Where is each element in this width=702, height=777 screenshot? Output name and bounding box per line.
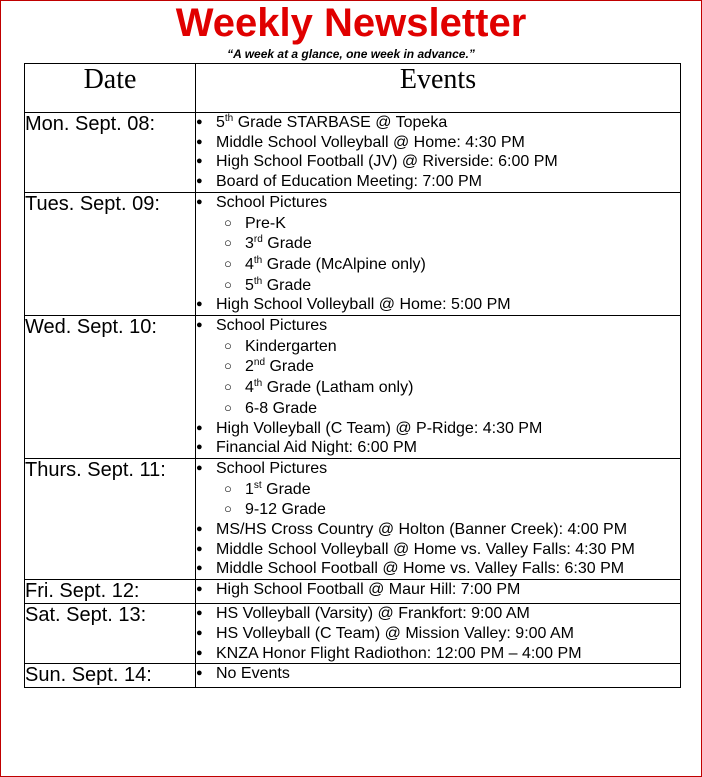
bullet-icon: ● [196,667,203,680]
event-text: High School Football @ Maur Hill: 7:00 PM [216,581,521,599]
day-row [25,458,681,579]
hollow-bullet-icon: ○ [224,501,232,517]
day-date: Mon. Sept. 08: [25,113,196,193]
event-item [196,438,680,458]
bullet-icon: ● [196,195,203,208]
event-item [196,295,680,315]
bullet-icon: ● [196,319,203,332]
sub-event-item [196,479,680,500]
event-item [196,459,680,479]
event-item [196,580,680,600]
bullet-icon: ● [196,542,203,555]
header-row [25,64,681,113]
event-text: Grade [262,235,312,253]
sub-event-item [196,377,680,398]
sub-event-item [196,336,680,357]
event-text: Financial Aid Night: 6:00 PM [216,439,417,457]
bullet-icon: ● [196,523,203,536]
day-events [196,664,681,688]
ordinal-number: 5 [245,276,254,294]
schedule-table [24,63,681,688]
event-text: 6-8 Grade [245,399,318,417]
sub-event-item [196,499,680,520]
sub-event-item [196,356,680,377]
ordinal-number: 4 [245,379,254,397]
event-text: Grade STARBASE @ Topeka [233,114,448,131]
event-item [196,604,680,624]
bullet-icon: ● [196,562,203,575]
event-item [196,419,680,439]
bullet-icon: ● [196,646,203,659]
bullet-icon: ● [196,607,203,620]
event-item [196,520,680,540]
day-events [196,316,681,459]
event-text: Grade (McAlpine only) [262,255,426,273]
hollow-bullet-icon: ○ [224,379,232,395]
day-date: Wed. Sept. 10: [25,316,196,459]
sub-event-item [196,398,680,419]
day-row [25,664,681,688]
hollow-bullet-icon: ○ [224,337,232,353]
day-date: Tues. Sept. 09: [25,192,196,315]
event-item [196,113,680,133]
event-text: School Pictures [216,317,328,335]
event-text: Grade [265,358,314,376]
event-item [196,540,680,560]
event-text: HS Volleyball (Varsity) @ Frankfort: 9:00 AM [216,605,530,623]
ordinal-suffix: st [253,479,262,491]
hollow-bullet-icon: ○ [224,214,232,230]
bullet-icon: ● [196,441,203,454]
page-title: Weekly Newsletter [175,1,527,45]
day-row [25,604,681,664]
event-text: High Volleyball (C Team) @ P-Ridge: 4:30 PM [216,419,543,437]
event-text: School Pictures [216,459,328,477]
ordinal-number: 3 [245,235,254,253]
bullet-icon: ● [196,175,203,188]
event-text: HS Volleyball (C Team) @ Mission Valley: 9:00 AM [216,624,575,642]
event-text: Grade [261,480,311,498]
event-text: High School Volleyball @ Home: 5:00 PM [216,296,511,314]
event-text: High School Football (JV) @ Riverside: 6:00 PM [216,153,558,171]
hollow-bullet-icon: ○ [224,480,232,496]
event-item [196,316,680,336]
events-column-header: Events [196,64,681,113]
ordinal-suffix: th [224,113,234,124]
hollow-bullet-icon: ○ [224,358,232,374]
bullet-icon: ● [196,461,203,474]
day-events [196,458,681,579]
event-item [196,559,680,579]
day-events [196,604,681,664]
event-item [196,193,680,213]
ordinal-number: 5 [216,114,225,131]
event-item [196,624,680,644]
bullet-icon: ● [196,116,203,128]
event-item [196,172,680,192]
sub-event-item [196,213,680,234]
page-subtitle: “A week at a glance, one week in advance.” [227,47,475,61]
day-events [196,580,681,604]
hollow-bullet-icon: ○ [224,255,232,271]
ordinal-number: 2 [245,358,254,376]
day-date: Fri. Sept. 12: [25,580,196,604]
event-item [196,152,680,172]
day-events [196,113,681,193]
event-text: No Events [216,665,290,683]
event-item [196,664,680,684]
ordinal-number: 4 [245,255,254,273]
ordinal-suffix: th [253,254,263,266]
day-row [25,580,681,604]
event-item [196,133,680,153]
ordinal-suffix: rd [253,234,263,246]
date-column-header: Date [25,64,196,113]
ordinal-suffix: nd [253,357,266,369]
event-item [196,644,680,664]
day-date: Thurs. Sept. 11: [25,458,196,579]
hollow-bullet-icon: ○ [224,276,232,292]
event-text: 9-12 Grade [245,501,326,519]
hollow-bullet-icon: ○ [224,235,232,251]
event-text: Grade (Latham only) [262,379,414,397]
day-row [25,316,681,459]
event-text: Pre-K [245,214,286,232]
ordinal-suffix: th [253,378,263,390]
day-row [25,113,681,193]
day-date: Sun. Sept. 14: [25,664,196,688]
bullet-icon: ● [196,155,203,168]
ordinal-suffix: th [253,275,263,287]
sub-event-item [196,275,680,296]
event-text: KNZA Honor Flight Radiothon: 12:00 PM – 4:00 PM [216,644,582,662]
sub-event-item [196,254,680,275]
event-text: Kindergarten [245,337,337,355]
event-text: MS/HS Cross Country @ Holton (Banner Creek): 4:00 PM [216,521,628,539]
sub-event-item [196,233,680,254]
day-date: Sat. Sept. 13: [25,604,196,664]
bullet-icon: ● [196,421,203,434]
bullet-icon: ● [196,583,203,596]
event-text: Grade [262,276,312,294]
event-text: Middle School Volleyball @ Home: 4:30 PM [216,133,525,151]
event-text: Middle School Volleyball @ Home vs. Valley Falls: 4:30 PM [216,540,635,558]
event-text: School Pictures [216,193,328,211]
day-events [196,192,681,315]
bullet-icon: ● [196,298,203,311]
ordinal-number: 1 [245,480,254,498]
hollow-bullet-icon: ○ [224,399,232,415]
day-row [25,192,681,315]
bullet-icon: ● [196,135,203,148]
event-text: Board of Education Meeting: 7:00 PM [216,173,482,191]
bullet-icon: ● [196,626,203,639]
event-text: Middle School Football @ Home vs. Valley Falls: 6:30 PM [216,560,625,578]
